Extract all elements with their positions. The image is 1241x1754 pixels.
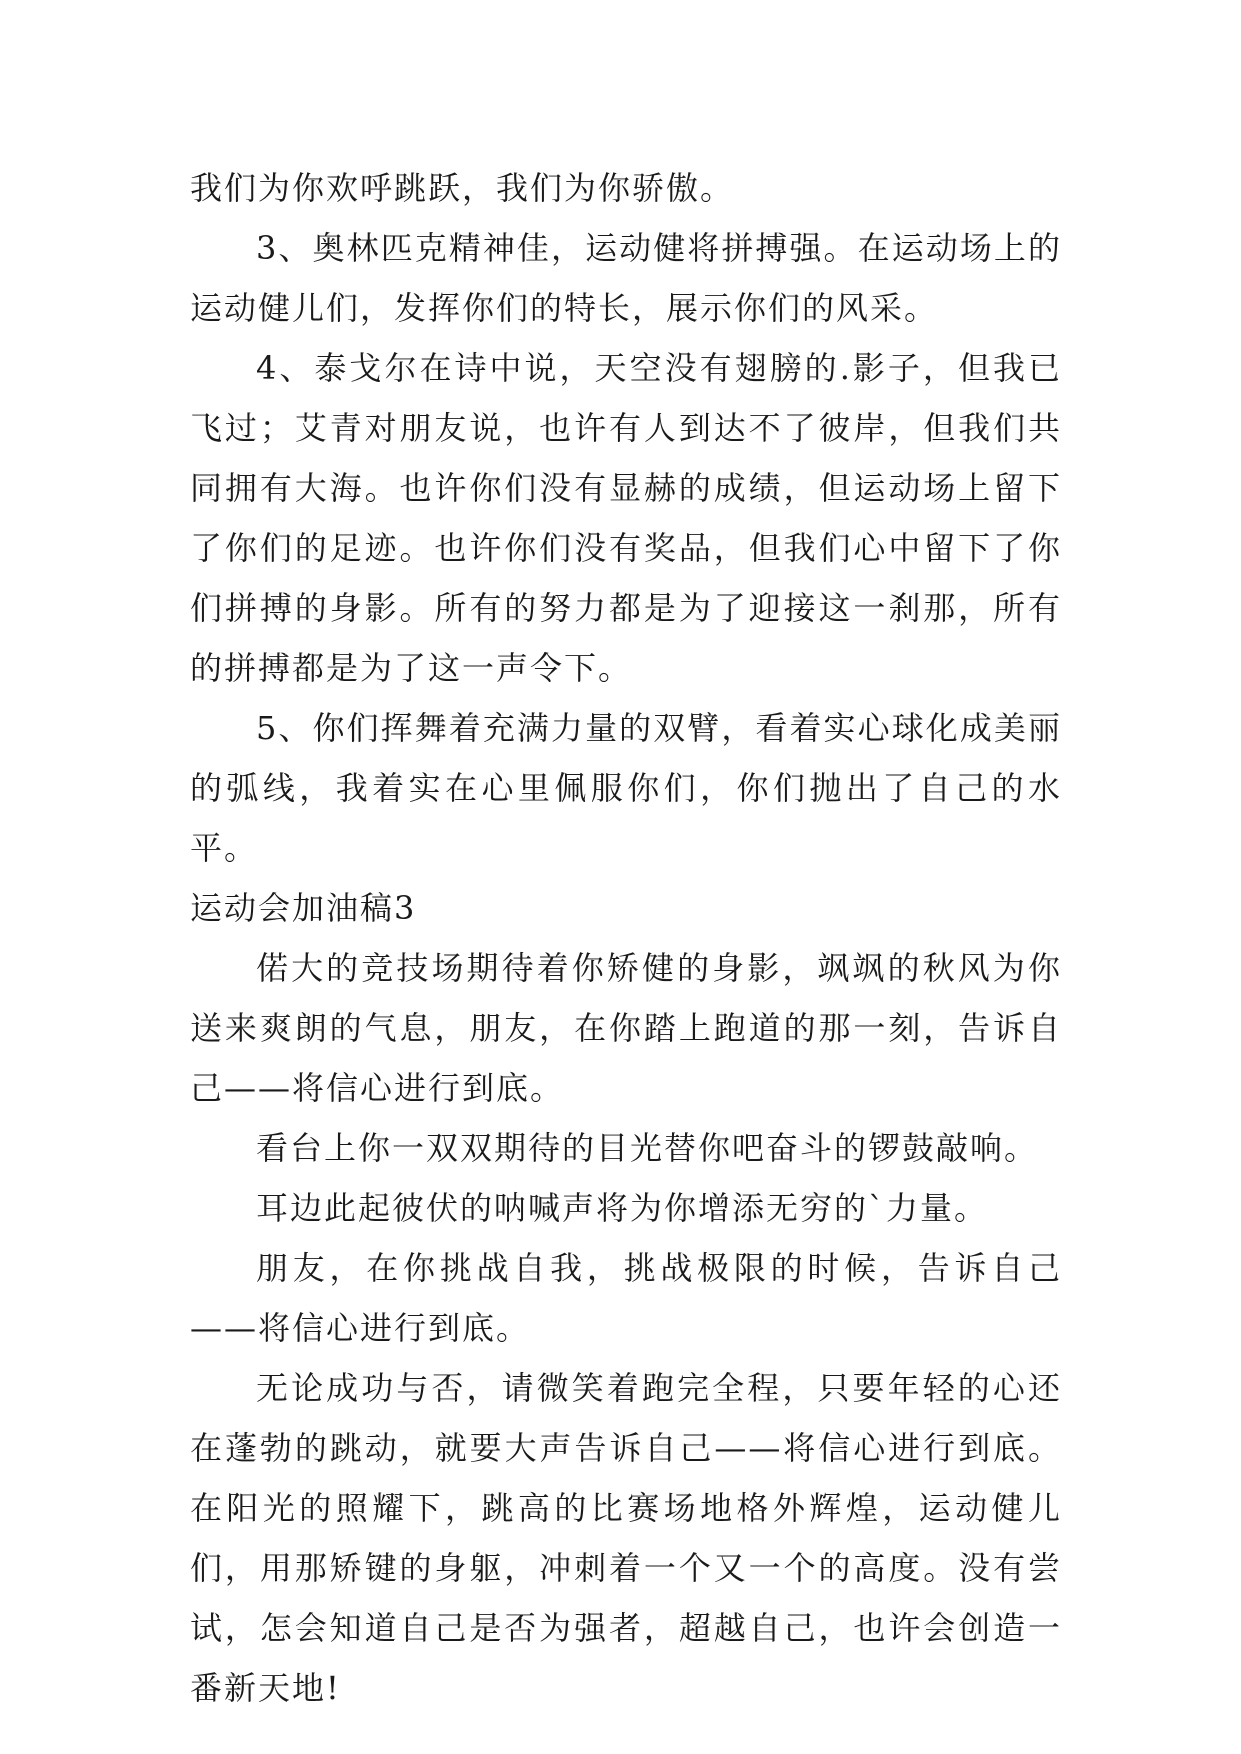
paragraph-success: 无论成功与否，请微笑着跑完全程，只要年轻的心还在蓬勃的跳动，就要大声告诉自己——将信心进行到底。在阳光的照耀下，跳高的比赛场地格外辉煌，运动健儿们，用那矫键的身躯，冲刺着一个又一个的高度。没有尝试，怎会知道自己是否为强者，超越自己，也许会创造一番新天地!: [190, 1369, 1062, 1707]
paragraph-continuation: 我们为你欢呼跳跃，我们为你骄傲。: [190, 169, 735, 207]
paragraph-item-3: 3、奥林匹克精神佳，运动健将拼搏强。在运动场上的运动健儿们，发挥你们的特长，展示你们的风采。: [190, 229, 1062, 327]
section-heading: 运动会加油稿3: [190, 889, 417, 927]
paragraph-item-4: 4、泰戈尔在诗中说，天空没有翅膀的.影子，但我已飞过；艾青对朋友说，也许有人到达不了彼岸，但我们共同拥有大海。也许你们没有显赫的成绩，但运动场上留下了你们的足迹。也许你们没有奖品，但我们心中留下了你们拼搏的身影。所有的努力都是为了迎接这一刹那，所有的拼搏都是为了这一声令下。: [190, 349, 1062, 687]
paragraph-arena: 偌大的竞技场期待着你矫健的身影，飒飒的秋风为你送来爽朗的气息，朋友，在你踏上跑道的那一刻，告诉自己——将信心进行到底。: [190, 949, 1062, 1107]
paragraph-item-5: 5、你们挥舞着充满力量的双臂，看着实心球化成美丽的弧线，我着实在心里佩服你们，你们抛出了自己的水平。: [190, 709, 1062, 867]
document-body: [190, 158, 1062, 1718]
paragraph-cheers: 耳边此起彼伏的呐喊声将为你增添无穷的`力量。: [256, 1189, 989, 1227]
paragraph-challenge: 朋友，在你挑战自我，挑战极限的时候，告诉自己——将信心进行到底。: [190, 1249, 1062, 1347]
paragraph-stands: 看台上你一双双期待的目光替你吧奋斗的锣鼓敲响。: [256, 1129, 1039, 1167]
